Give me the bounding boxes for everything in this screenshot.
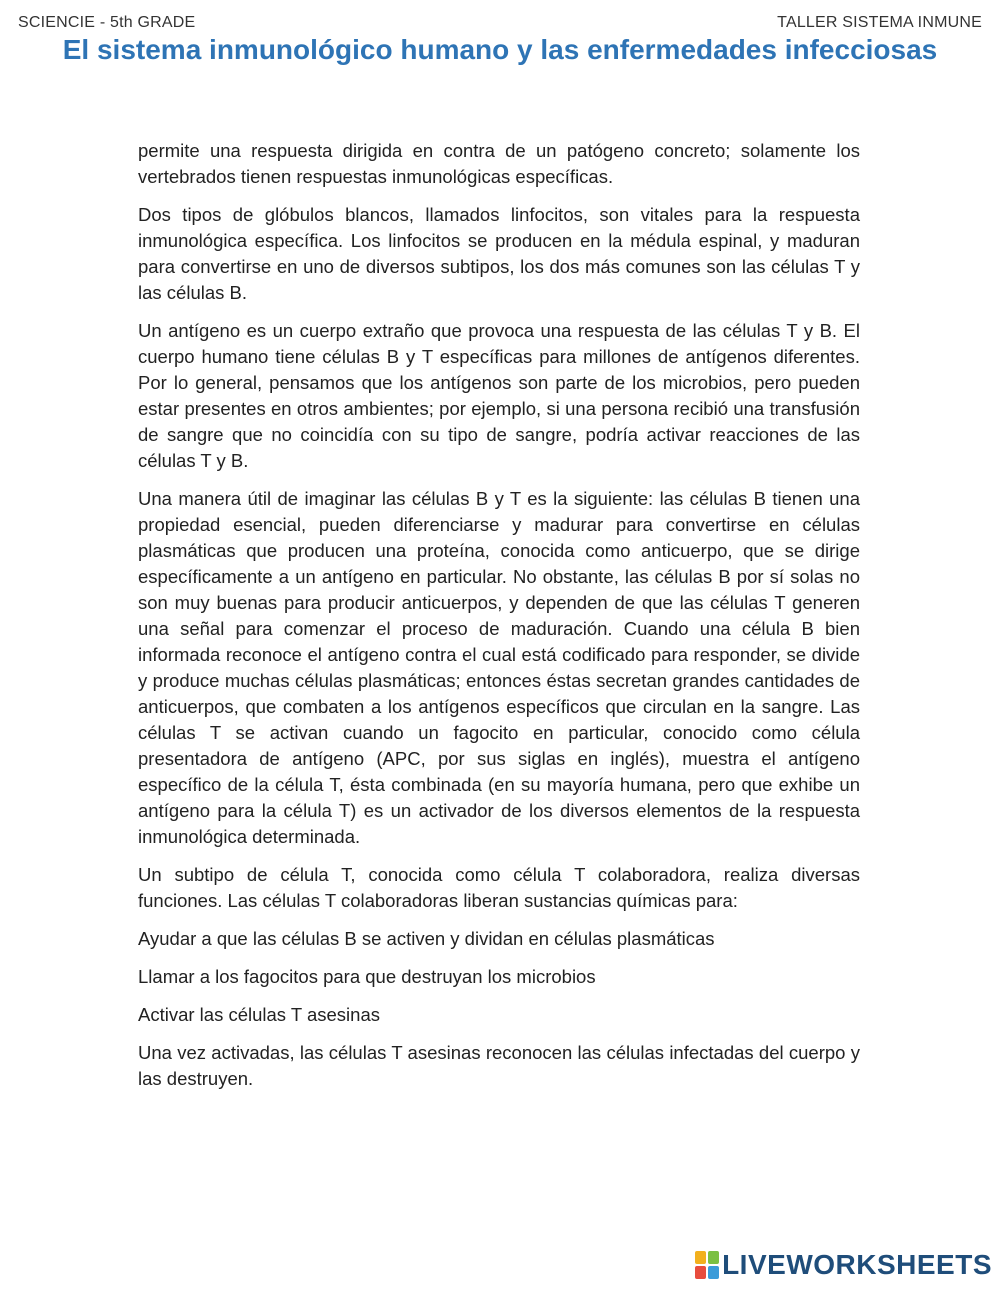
list-item: Activar las células T asesinas bbox=[138, 1004, 380, 1025]
logo-blocks-icon bbox=[695, 1251, 719, 1279]
header-worksheet-label: TALLER SISTEMA INMUNE bbox=[777, 14, 982, 31]
list-item: Llamar a los fagocitos para que destruyan los microbios bbox=[138, 966, 596, 987]
list-item: Ayudar a que las células B se activen y dividan en células plasmáticas bbox=[138, 928, 715, 949]
document-body bbox=[138, 138, 860, 1104]
paragraph: Un subtipo de célula T, conocida como célula T colaboradora, realiza diversas funciones. Las células T colaboradoras liberan sustancias químicas para: bbox=[138, 864, 860, 911]
closing-paragraph: Una vez activadas, las células T asesinas reconocen las células infectadas del cuerpo y las destruyen. bbox=[138, 1042, 860, 1089]
paragraph: Una manera útil de imaginar las células B y T es la siguiente: las células B tienen una propiedad esencial, pueden diferenciarse y madurar para convertirse en células plasmáticas que producen una proteína, conocida como anticuerpo, que se dirige específicamente a un antígeno en particular. No obstante, las células B por sí solas no son muy buenas para producir anticuerpos, y dependen de que las células T generen una señal para comenzar el proceso de maduración. Cuando una célula B bien informada reconoce el antígeno contra el cual está codificado para responder, se divide y produce muchas células plasmáticas; entonces éstas secretan grandes cantidades de anticuerpos, que combaten a los antígenos específicos que circulan en la sangre. Las células T se activan cuando un fagocito en particular, conocido como célula presentadora de antígeno (APC, por sus siglas en inglés), muestra el antígeno específico de la célula T, ésta combinada (en su mayoría humana, pero que exhibe un antígeno para la célula T) es un activador de los diversos elementos de la respuesta inmunológica determinada. bbox=[138, 488, 860, 847]
page-title: El sistema inmunológico humano y las enfermedades infecciosas bbox=[62, 34, 938, 65]
logo-block bbox=[708, 1266, 719, 1279]
logo-block bbox=[695, 1266, 706, 1279]
liveworksheets-logo[interactable] bbox=[695, 1249, 992, 1281]
logo-block bbox=[708, 1251, 719, 1264]
logo-block bbox=[695, 1251, 706, 1264]
paragraph: permite una respuesta dirigida en contra de un patógeno concreto; solamente los vertebrados tienen respuestas inmunológicas específicas. bbox=[138, 140, 860, 187]
header-grade-label: SCIENCIE - 5th GRADE bbox=[18, 14, 196, 31]
paragraph: Dos tipos de glóbulos blancos, llamados linfocitos, son vitales para la respuesta inmunológica específica. Los linfocitos se producen en la médula espinal, y maduran para convertirse en uno de diversos subtipos, los dos más comunes son las células T y las células B. bbox=[138, 204, 860, 303]
paragraph: Un antígeno es un cuerpo extraño que provoca una respuesta de las células T y B. El cuerpo humano tiene células B y T específicas para millones de antígenos diferentes. Por lo general, pensamos que los antígenos son parte de los microbios, pero pueden estar presentes en otros ambientes; por ejemplo, si una persona recibió una transfusión de sangre que no coincidía con su tipo de sangre, podría activar reacciones de las células T y B. bbox=[138, 320, 860, 471]
logo-text: LIVEWORKSHEETS bbox=[722, 1249, 992, 1280]
